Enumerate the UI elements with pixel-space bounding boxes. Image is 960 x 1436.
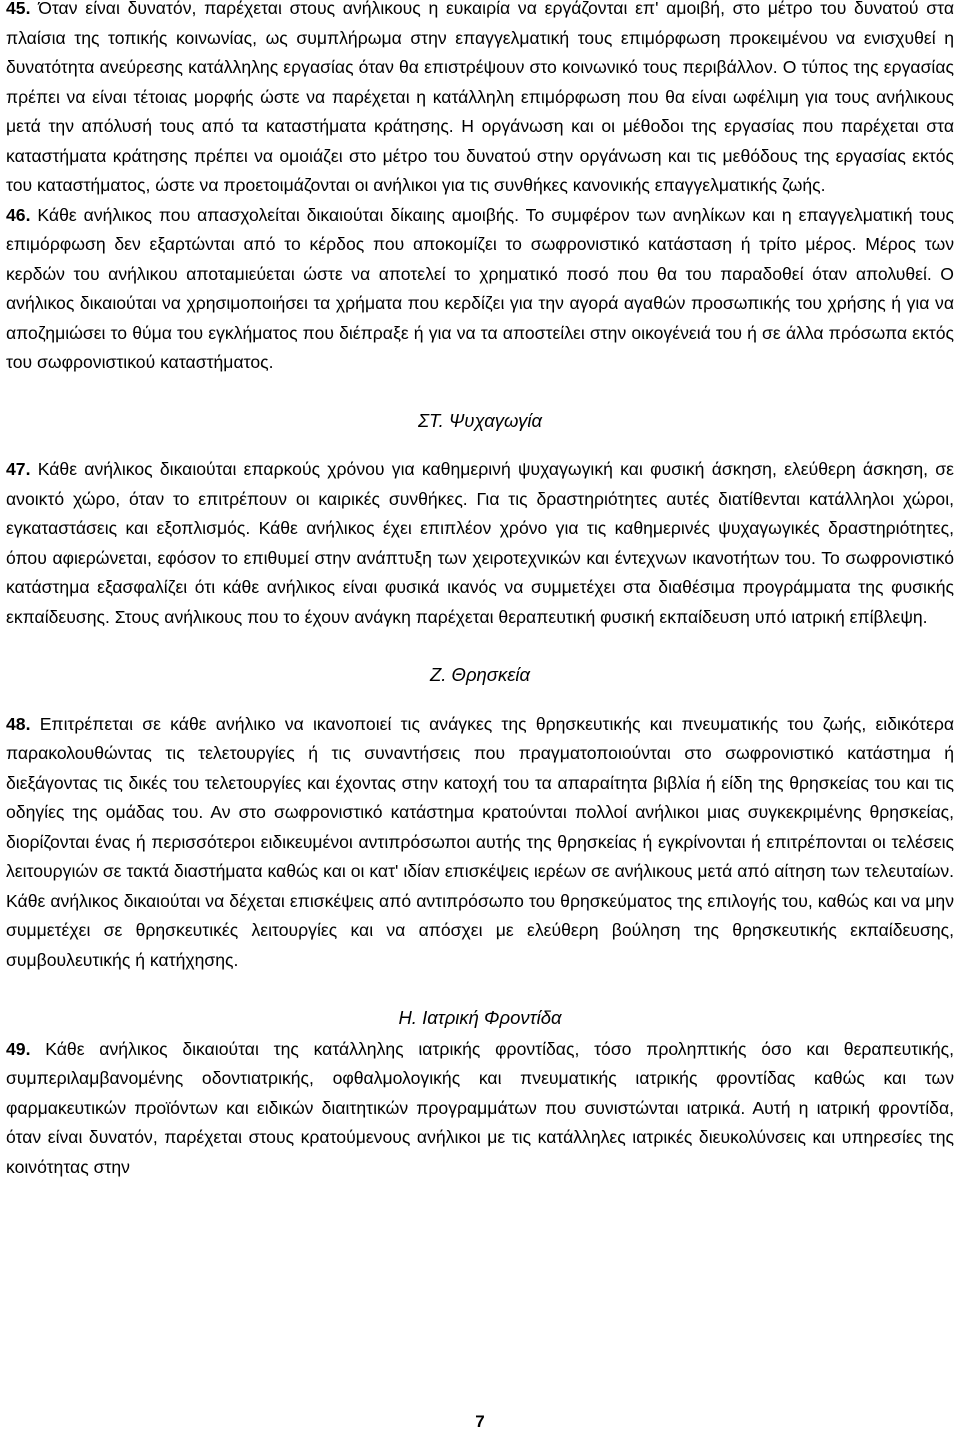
paragraph-text: Κάθε ανήλικος δικαιούται επαρκούς χρόνου για καθημερινή ψυχαγωγική και φυσική άσκηση, ελεύθερη άσκηση, σε ανοικτό χώρο, όταν το επιτρέπουν οι καιρικές συνθήκες. Για τις δραστηριότητες αυτές διατίθενται κατάλληλοι χώροι, εγκαταστάσεις και εξοπλισμός. Κάθε ανήλικος έχει επιπλέον χρόνο για τις καθημερινές ψυχαγωγικές δραστηριότητες, όπου αφιερώνεται, εφόσον το επιθυμεί στην ανάπτυξη των χειροτεχνικών και έντεχνων ικανοτήτων του. Το σωφρονιστικό κατάστημα εξασφαλίζει ότι κάθε ανήλικος είναι φυσικά ικανός να συμμετέχει στα διαθέσιμα προγράμματα της φυσικής εκπαίδευσης. Στους ανήλικους που το έχουν ανάγκη παρέχεται θεραπευτική φυσική εκπαίδευση υπό ιατρική επίβλεψη. bbox=[6, 459, 954, 627]
section-heading-recreation: ΣΤ. Ψυχαγωγία bbox=[417, 409, 543, 431]
paragraph-47 bbox=[6, 455, 954, 632]
paragraph-49 bbox=[6, 1035, 954, 1183]
paragraph-45 bbox=[6, 0, 954, 201]
page-number: 7 bbox=[475, 1412, 485, 1431]
section-heading-medical-care: Η. Ιατρική Φροντίδα bbox=[398, 1007, 562, 1028]
document-page bbox=[6, 0, 954, 1182]
paragraph-number: 47. bbox=[6, 459, 31, 479]
paragraph-number: 49. bbox=[6, 1038, 31, 1059]
paragraph-46 bbox=[6, 201, 954, 378]
paragraph-number: 46. bbox=[6, 204, 31, 225]
paragraph-text: Όταν είναι δυνατόν, παρέχεται στους ανήλικους η ευκαιρία να εργάζονται επ' αμοιβή, στο μέτρο του δυνατού στα πλαίσια της τοπικής κοινωνίας, ως συμπλήρωμα στην επαγγελματική τους επιμόρφωση προκειμένου να ενισχυθεί η δυνατότητα ανεύρεσης κατάλληλης εργασίας όταν θα επιστρέψουν στο κοινωνικό τους περιβάλλον. Ο τύπος της εργασίας πρέπει να είναι τέτοιας μορφής ώστε να παρέχεται η κατάλληλη επιμόρφωση που θα είναι ωφέλιμη για τους ανήλικους μετά την απόλυσή τους από τα καταστήματα κράτησης. Η οργάνωση και οι μέθοδοι της εργασίας που παρέχεται στα καταστήματα κράτησης πρέπει να ομοιάζει στο μέτρο του δυνατού στην οργάνωση και τις μεθόδους της εργασίας εκτός του καταστήματος, ώστε να προετοιμάζονται οι ανήλικοι για τις συνθήκες κανονικής επαγγελματικής ζωής. bbox=[6, 0, 954, 195]
paragraph-text: Επιτρέπεται σε κάθε ανήλικο να ικανοποιεί τις ανάγκες της θρησκευτικής και πνευματικής του ζωής, ειδικότερα παρακολουθώντας τις τελετουργίες ή τις συναντήσεις που πραγματοποιούνται στο σωφρονιστικό κατάστημα ή διεξάγοντας τις δικές του τελετουργίες και έχοντας στην κατοχή του τα απαραίτητα βιβλία ή είδη της θρησκείας του και τις οδηγίες της ομάδας του. Αν στο σωφρονιστικό κατάστημα κρατούνται πολλοί ανήλικοι μιας συγκεκριμένης θρησκείας, διορίζονται ένας ή περισσότεροι ειδικευμένοι αντιπρόσωποι αυτής της θρησκείας ή εγκρίνονται ή επιτρέπονται οι τελέσεις λειτουργιών σε τακτά διαστήματα καθώς και οι κατ' ιδίαν επισκέψεις ιερέων σε ανήλικους μετά από αίτηση των τελευταίων. Κάθε ανήλικος δικαιούται να δέχεται επισκέψεις από αντιπρόσωπο του θρησκεύματος της επιλογής του, καθώς και να μην συμμετέχει σε θρησκευτικές λειτουργίες και να απόσχει με ελεύθερη βούληση της θρησκευτικής εκπαίδευσης, συμβουλευτικής ή κατήχησης. bbox=[6, 713, 954, 970]
paragraph-text: Κάθε ανήλικος δικαιούται της κατάλληλης ιατρικής φροντίδας, τόσο προληπτικής όσο και θεραπευτικής, συμπεριλαμβανομένης οδοντιατρικής, οφθαλμολογικής και πνευματικής ιατρικής φροντίδας καθώς και των φαρμακευτικών προϊόντων και ειδικών διαιτητικών προγραμμάτων που συνιστώνται ιατρικά. Αυτή η ιατρική φροντίδα, όταν είναι δυνατόν, παρέχεται στους κρατούμενους ανήλικοι με τις κατάλληλες ιατρικές διευκολύνσεις και υπηρεσίες της κοινότητας στην bbox=[6, 1038, 954, 1177]
paragraph-48 bbox=[6, 710, 954, 976]
paragraph-text: Κάθε ανήλικος που απασχολείται δικαιούται δίκαιης αμοιβής. Το συμφέρον των ανηλίκων και η επαγγελματική τους επιμόρφωση δεν εξαρτώνται από το κέρδος που αποκομίζει το σωφρονιστικό κατάσταση ή τρίτο μέρος. Μέρος των κερδών του ανήλικου αποταμιεύεται ώστε να αποτελεί το χρηματικό ποσό που θα του παραδοθεί όταν απολυθεί. Ο ανήλικος δικαιούται να χρησιμοποιήσει τα χρήματα που κερδίζει για την αγορά αγαθών προσωπικής του χρήσης ή για να αποζημιώσει το θύμα του εγκλήματος που διέπραξε ή για να τα αποστείλει στην οικογένειά του ή σε άλλα πρόσωπα εκτός του σωφρονιστικού καταστήματος. bbox=[6, 204, 954, 372]
paragraph-number: 45. bbox=[6, 0, 31, 18]
section-heading-religion: Ζ. Θρησκεία bbox=[429, 664, 531, 685]
paragraph-number: 48. bbox=[6, 713, 31, 734]
